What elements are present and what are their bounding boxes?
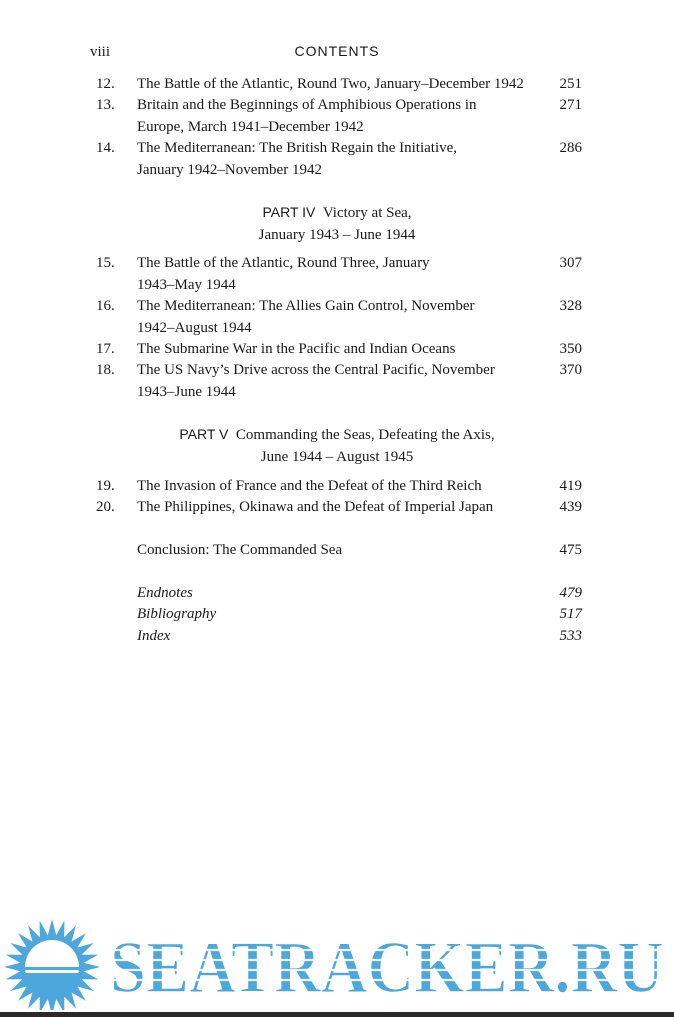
entry-title: The Battle of the Atlantic, Round Two, January–December 1942 bbox=[137, 76, 524, 92]
entry-number: 13. bbox=[96, 97, 115, 113]
entry-number: 16. bbox=[96, 298, 115, 314]
bottom-border bbox=[0, 1012, 674, 1017]
entry-title: The Mediterranean: The British Regain the Initiative, January 1942–November 1942 bbox=[137, 140, 458, 178]
entry-title: The Battle of the Atlantic, Round Three, January 1943–May 1944 bbox=[137, 255, 430, 293]
part-heading-v bbox=[0, 424, 674, 468]
entry-title: The Mediterranean: The Allies Gain Control, November 1942–August 1944 bbox=[137, 298, 475, 336]
entry-number: 18. bbox=[96, 362, 115, 378]
entry-title: Bibliography bbox=[137, 606, 217, 622]
entry-page: 350 bbox=[559, 341, 582, 357]
entry-title: The Philippines, Okinawa and the Defeat of Imperial Japan bbox=[137, 499, 494, 515]
watermark-label: SEATRACKER.RU bbox=[110, 930, 664, 1000]
entry-page: 328 bbox=[559, 298, 582, 314]
watermark-text bbox=[108, 930, 668, 1000]
sun-icon bbox=[4, 919, 100, 1010]
entry-page: 439 bbox=[559, 499, 582, 515]
entry-number: 14. bbox=[96, 140, 115, 156]
part-title-line2: June 1944 – August 1945 bbox=[260, 448, 414, 465]
part-heading-iv bbox=[0, 202, 674, 246]
part-title-line1: Victory at Sea, bbox=[322, 205, 412, 221]
entry-number: 12. bbox=[96, 76, 115, 92]
part-label: PART V bbox=[179, 426, 229, 442]
entry-title: Conclusion: The Commanded Sea bbox=[137, 542, 343, 558]
entry-title: The Submarine War in the Pacific and Indian Oceans bbox=[137, 341, 456, 357]
entry-page: 517 bbox=[559, 606, 582, 622]
entry-page: 533 bbox=[559, 628, 582, 644]
entry-page: 479 bbox=[559, 585, 582, 601]
entry-number: 19. bbox=[96, 478, 115, 494]
entry-number: 17. bbox=[96, 341, 115, 357]
entry-title: The Invasion of France and the Defeat of the Third Reich bbox=[137, 478, 482, 494]
entry-page: 475 bbox=[559, 542, 582, 558]
entry-page: 271 bbox=[559, 97, 582, 113]
entry-number: 20. bbox=[96, 499, 115, 515]
part-title-line1: Commanding the Seas, Defeating the Axis, bbox=[235, 427, 495, 443]
entry-number: 15. bbox=[96, 255, 115, 271]
entry-title: The US Navy’s Drive across the Central Pacific, November 1943–June 1944 bbox=[137, 362, 495, 400]
running-head: CONTENTS bbox=[294, 43, 380, 59]
part-title-line2: January 1943 – June 1944 bbox=[258, 226, 416, 243]
entry-page: 251 bbox=[559, 76, 582, 92]
entry-page: 419 bbox=[559, 478, 582, 494]
entry-title: Endnotes bbox=[137, 585, 193, 601]
part-label: PART IV bbox=[262, 204, 316, 220]
page-number: viii bbox=[90, 44, 111, 60]
entry-page: 307 bbox=[559, 255, 582, 271]
entry-page: 370 bbox=[559, 362, 582, 378]
entry-title: Britain and the Beginnings of Amphibious Operations in Europe, March 1941–December 1942 bbox=[137, 97, 477, 135]
entry-page: 286 bbox=[559, 140, 582, 156]
entry-title: Index bbox=[137, 628, 171, 644]
